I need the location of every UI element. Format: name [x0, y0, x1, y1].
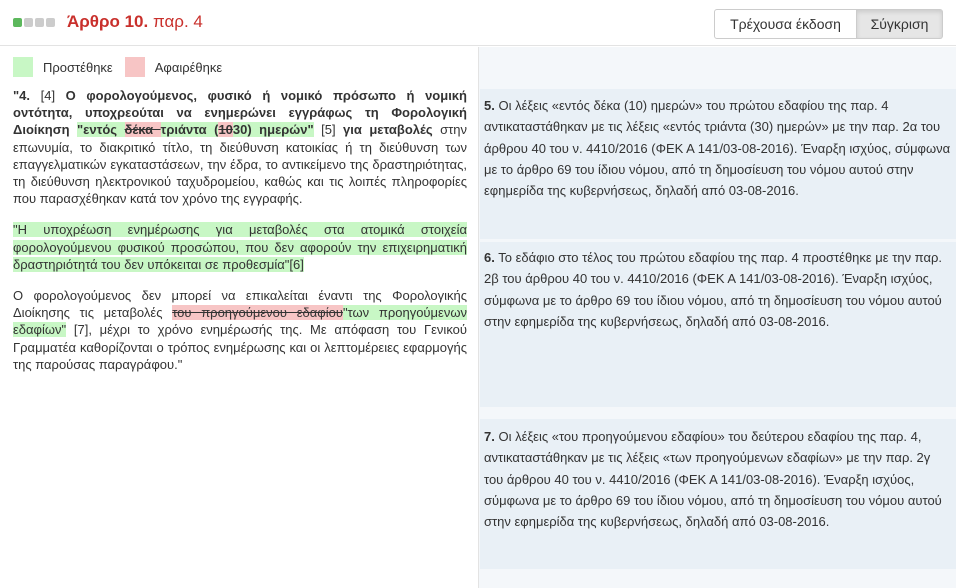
- footnote-number: 7.: [484, 429, 495, 444]
- article-number: Άρθρο 10.: [67, 12, 149, 31]
- progress-dot-1: [13, 18, 22, 27]
- progress-dot-4: [46, 18, 55, 27]
- removed-label: Αφαιρέθηκε: [154, 59, 223, 75]
- text-span: "4.: [13, 88, 31, 103]
- text-span: για μεταβολές: [343, 122, 433, 138]
- footnote-ref-5[interactable]: [5]: [313, 122, 344, 138]
- added-text: ) ημερών": [247, 122, 314, 138]
- text-span: στην επωνυμία, το διακριτικό τίτλο, τη διεύθυνση κατοικίας ή τη διεύθυνση των επαγγελματικών εγκαταστάσεων, την έδρα, το αντικείμενο της δραστηριότητας, τη διεύθυνση ηλεκτρονικού ταχυδρομείου, καθώς και τις λοιπές πληροφορίες που παρασχέθηκαν κατά τον χρόνο της εγγραφής.: [13, 122, 467, 207]
- footnote-number: 5.: [484, 98, 495, 113]
- removed-text: 10: [218, 122, 233, 138]
- current-version-button[interactable]: Τρέχουσα έκδοση: [714, 9, 857, 39]
- footnote-number: 6.: [484, 250, 495, 265]
- removed-text: του προηγούμενου εδαφίου: [172, 305, 343, 321]
- footnote-7: [484, 426, 951, 532]
- article-panel: [0, 47, 478, 588]
- paragraph-number: παρ. 4: [148, 12, 203, 31]
- text-span: Ο φορολογούμενος, φυσικό ή νομικό πρόσωπο ή νομική οντότητα, υποχρεούται να ενημερώνει εγγράφως τη Φορολογική Διοίκηση: [13, 88, 467, 138]
- compare-button[interactable]: Σύγκριση: [857, 9, 943, 39]
- footnote-5: [484, 95, 951, 201]
- article-paragraph-3: [13, 287, 467, 373]
- view-toggle: [714, 9, 943, 39]
- footnote-ref-4[interactable]: [4]: [30, 88, 66, 103]
- added-text: "εντός: [77, 122, 125, 138]
- footnotes-panel: [478, 47, 956, 588]
- page-header: [0, 0, 956, 46]
- text-span: , μέχρι το χρόνο ενημέρωσής της. Με απόφαση του Γενικού Γραμματέα καθορίζονται ο τρόπος ενημέρωσης και οι λεπτομέρειες εφαρμογής της παρούσας παραγράφου.": [13, 322, 467, 372]
- added-swatch: [13, 57, 33, 77]
- footnote-text: Οι λέξεις «του προηγούμενου εδαφίου» του δεύτερου εδαφίου της παρ. 4, αντικαταστάθηκαν με τις λέξεις «των προηγούμενων εδαφίων» με την παρ. 2γ του άρθρου 40 του ν. 4410/2016 (ΦΕΚ Α 141/03-08-2016). Έναρξη ισχύος, σύμφωνα με το άρθρο 69 του ίδιου νόμου, από τη δημοσίευση του νόμου αυτού στην εφημερίδα της κυβερνήσεως, δηλαδή από 03-08-2016.: [484, 429, 942, 530]
- added-text: "των προηγούμενων εδαφίων": [13, 305, 467, 338]
- added-text: "Η υποχρέωση ενημέρωσης για μεταβολές στα ατομικά στοιχεία φορολογούμενου φυσικού προσώπου, που δεν αφορούν την επιχειρηματική δραστηριότητά του δεν υπόκειται σε προθεσμία": [13, 222, 467, 272]
- text-span: Ο φορολογούμενος δεν μπορεί να επικαλείται έναντι της Φορολογικής Διοίκησης τις μεταβολές: [13, 288, 467, 321]
- progress-dot-2: [24, 18, 33, 27]
- removed-swatch: [125, 57, 145, 77]
- added-label: Προστέθηκε: [43, 59, 113, 75]
- footnote-ref-7[interactable]: [7]: [66, 322, 89, 338]
- added-text: (: [206, 122, 219, 138]
- progress-dots: [13, 18, 55, 27]
- added-text: 30: [232, 122, 248, 138]
- removed-text: δέκα: [124, 122, 161, 138]
- footnote-text: Οι λέξεις «εντός δέκα (10) ημερών» του πρώτου εδαφίου της παρ. 4 αντικαταστάθηκαν με τις λέξεις «εντός τριάντα (30) ημερών» με την παρ. 2α του άρθρου 40 του ν. 4410/2016 (ΦΕΚ Α 141/03-08-2016). Έναρξη ισχύος, σύμφωνα με το άρθρο 69 του ίδιου νόμου, από τη δημοσίευση του νόμου αυτού στην εφημερίδα της κυβερνήσεως, δηλαδή από 03-08-2016.: [484, 98, 951, 199]
- footnote-6: [484, 247, 951, 332]
- added-text: τριάντα: [160, 122, 207, 138]
- page-title: [67, 12, 203, 32]
- article-paragraph-1: [13, 87, 467, 207]
- diff-legend: [13, 57, 234, 77]
- progress-dot-3: [35, 18, 44, 27]
- article-paragraph-2: [13, 221, 467, 273]
- footnote-text: Το εδάφιο στο τέλος του πρώτου εδαφίου της παρ. 4 προστέθηκε με την παρ. 2β του άρθρου 40 του ν. 4410/2016 (ΦΕΚ Α 141/03-08-2016). Έναρξη ισχύος, σύμφωνα με το άρθρο 69 του ίδιου νόμου, από τη δημοσίευση του νόμου αυτού στην εφημερίδα της κυβερνήσεως, δηλαδή από 03-08-2016.: [484, 250, 942, 329]
- footnote-ref-6[interactable]: [6]: [289, 256, 304, 272]
- article-text: [13, 87, 467, 387]
